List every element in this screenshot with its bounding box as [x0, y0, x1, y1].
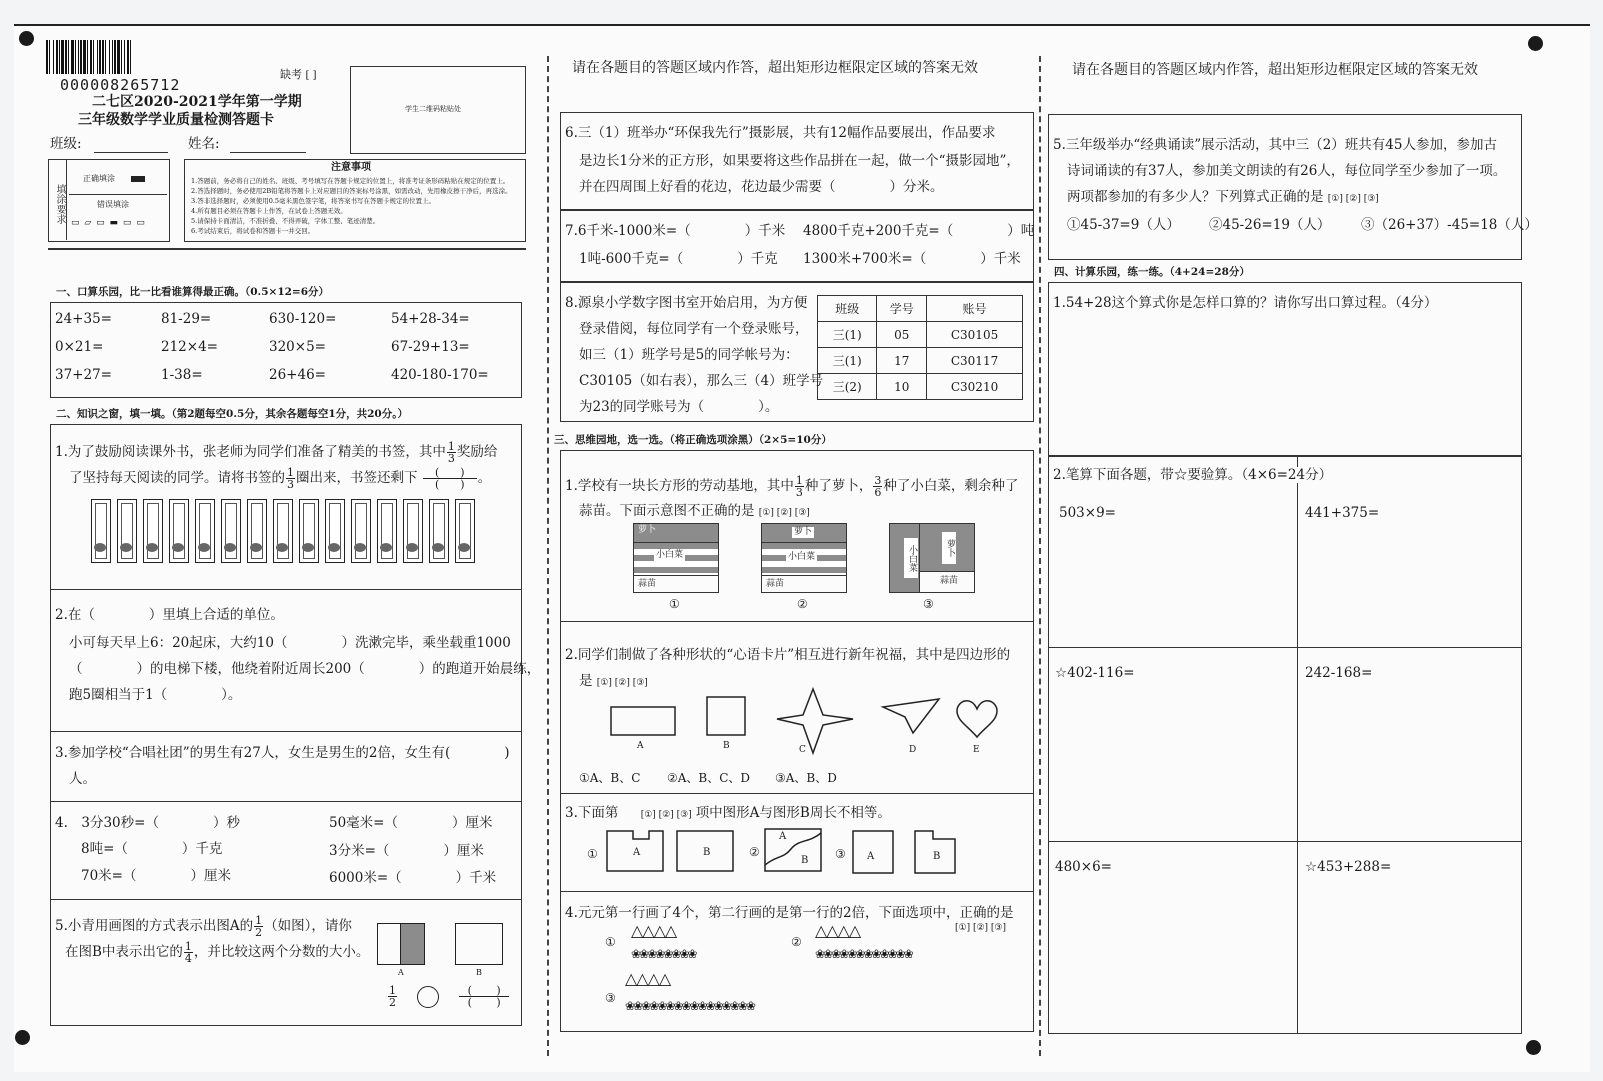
q7-item: 1300米+700米=（ ）千米 — [803, 251, 1021, 267]
notice-item: 2.答选择题时，务必使用2B铅笔将答题卡上对应题目的答案标号涂黑，如需改动，先用橡皮擦干净后，再选涂。 — [191, 187, 512, 195]
absent-mark — [280, 68, 316, 82]
calc-item[interactable]: ☆453+288= — [1305, 859, 1392, 875]
q2-line2: 小可每天早上6：20起床，大约10（ ）洗漱完毕，乘坐载重1000 — [69, 635, 511, 651]
q5-fraction-2 — [184, 941, 193, 964]
shape-a-rectangle — [611, 707, 675, 735]
section2-title: 二、知识之窗，填一填。（第2题每空0.5分，其余各题每空1分，共20分。） — [56, 408, 408, 420]
q5-line2 — [65, 941, 369, 964]
q8-box — [560, 282, 1034, 422]
bookmark-picture — [172, 543, 184, 552]
q2-line4: 跑5圈相当于1（ ）。 — [69, 687, 242, 703]
bookmark-icon[interactable] — [377, 499, 397, 563]
table-header-row — [818, 296, 1023, 322]
s4-choice-3: ③ — [605, 991, 616, 1005]
shape-label: E — [973, 745, 980, 755]
grid-divider — [1049, 841, 1521, 842]
bookmark-picture — [432, 543, 444, 552]
s1-fraction — [795, 475, 804, 498]
s3-choice-1: ① — [587, 847, 598, 861]
compare-fraction — [388, 985, 397, 1008]
q4-item: 8吨=（ ）千克 — [81, 841, 223, 857]
s1-frac-d: 3 — [795, 486, 803, 499]
c3-q5-line2: 诗词诵读的有37人，参加美文朗读的有26人，每位同学至少参加了一项。 — [1067, 163, 1507, 179]
notice-item: 5.请保持卡面清洁，不准折叠、不得弄破，字体工整、笔迹清楚。 — [191, 217, 380, 225]
oral-calc-item[interactable]: 54+28-34= — [391, 311, 470, 327]
registration-dot — [19, 31, 34, 46]
s3-line — [565, 805, 891, 821]
q4-item: 4. 3分30秒=（ ）秒 — [55, 815, 240, 831]
q8-line: 登录借阅，每位同学有一个登录账号， — [579, 321, 809, 337]
shape-label: A — [637, 741, 644, 751]
q7-box — [560, 210, 1034, 282]
bookmark-icon[interactable] — [91, 499, 111, 563]
oral-calc-item[interactable]: 37+27= — [55, 367, 112, 383]
calc-item[interactable]: ☆402-116= — [1055, 665, 1135, 681]
s3-options[interactable]: [①] [②] [③] — [640, 810, 692, 820]
diagram-2 — [761, 523, 847, 593]
oral-calc-item[interactable]: 212×4= — [161, 339, 218, 355]
s3-figure-2-curve — [765, 833, 821, 865]
diagram-1-luobo: 萝卜 — [638, 525, 657, 535]
bookmark-icon[interactable] — [247, 499, 267, 563]
table-cell: 三(1) — [818, 322, 877, 348]
calc1-text: 1.54+28这个算式你是怎样口算的？请你写出口算过程。（4分） — [1053, 295, 1438, 311]
diagram-3-luobo: 萝卜 — [942, 532, 956, 564]
fill-divider — [69, 194, 167, 195]
warning-text: 请在各题目的答题区域内作答，超出矩形边框限定区域的答案无效 — [1072, 62, 1478, 78]
q1-text-d: 圈出来，书签还剩下 — [296, 470, 418, 486]
bookmark-picture — [406, 543, 418, 552]
shape-b-square — [707, 697, 745, 735]
bookmark-picture — [250, 543, 262, 552]
table-cell: C30117 — [927, 348, 1023, 374]
s1-frac2-n: 3 — [874, 474, 882, 487]
s2-text: 是 — [579, 673, 593, 689]
grid-divider — [1049, 647, 1521, 648]
oral-calc-item[interactable]: 0×21= — [55, 339, 104, 355]
bookmark-icon[interactable] — [351, 499, 371, 563]
q7-item: 7.6千米-1000米=（ ）千米 — [565, 223, 786, 239]
c3-q5-choice[interactable]: ①45-37=9（人） — [1067, 217, 1180, 233]
absent-label: 缺考 — [280, 68, 302, 81]
q1-frac-n2: 1 — [287, 466, 294, 479]
class-field[interactable] — [94, 152, 168, 153]
q3-line1: 3.参加学校“合唱社团”的男生有27人，女生是男生的2倍，女生有( ) — [55, 745, 510, 761]
q1-frac-d2: 3 — [287, 478, 294, 491]
shape-label: D — [909, 745, 917, 755]
q1-fraction-2 — [286, 467, 295, 490]
header-rule — [48, 248, 526, 250]
s1-text-c: 种了小白菜，剩余种了 — [883, 478, 1019, 494]
bookmark-icon[interactable] — [325, 499, 345, 563]
shape-label: C — [799, 745, 806, 755]
q6-line3: 并在四周围上好看的花边，花边最少需要（ ）分米。 — [579, 179, 944, 195]
q2-line1: 2.在（ ）里填上合适的单位。 — [55, 607, 284, 623]
notice-item: 1.答题前，务必将自己的姓名、班级、考号填写在答题卡规定的位置上，将准考证条形码粘贴在规定的位置上。 — [191, 177, 510, 185]
section3-box — [560, 450, 1034, 1032]
diagram-1-label: ① — [669, 597, 680, 611]
q1-line2: 了坚持每天阅读的同学。请将书签的 $\frac{1}{3}$ 圈出来，书签还剩下 $\frac{( )}{( )}$ 。 — [69, 466, 492, 491]
divider — [51, 801, 521, 802]
q5-line1 — [55, 915, 352, 938]
shape-label: B — [723, 741, 730, 751]
title-line2: 三年级数学学业质量检测答题卡 — [78, 112, 274, 128]
q4-item: 50毫米=（ ）厘米 — [329, 815, 493, 831]
registration-dot — [1528, 36, 1543, 51]
s2-options[interactable]: [①] [②] [③] — [596, 678, 648, 688]
diagram-2-baicai: 小白菜 — [788, 552, 816, 562]
c3-q5-line3 — [1067, 189, 1379, 205]
fill-side-label: 填涂要求 — [49, 160, 67, 240]
oral-calc-item[interactable]: 630-120= — [269, 311, 337, 327]
s1-frac2-d: 6 — [874, 486, 882, 499]
s3-label-a: A — [633, 847, 641, 858]
table-cell: C30105 — [927, 322, 1023, 348]
triangles-row: △△△△ — [815, 921, 861, 940]
triangles-row: △△△△ — [631, 921, 677, 940]
c3-q5-choice[interactable]: ③（26+37）-45=18（人） — [1361, 217, 1538, 233]
q1-answer-fraction[interactable]: $\frac{( )}{( )}$ — [423, 467, 477, 490]
flowers-row: ❀❀❀❀❀❀❀❀❀❀❀❀❀❀❀❀ — [625, 999, 754, 1013]
q5-fraction — [254, 915, 263, 938]
shapes-figure — [601, 687, 1021, 757]
s4-options[interactable]: [①] [②] [③] — [955, 923, 1006, 933]
bookmark-icon[interactable] — [403, 499, 423, 563]
calc1-box[interactable] — [1048, 282, 1522, 456]
q5-frac-n: 1 — [255, 914, 263, 927]
registration-dot — [1526, 1040, 1541, 1055]
wrong-fill-label: 错误填涂 — [97, 200, 129, 209]
s1-fraction-2 — [873, 475, 882, 498]
figure-a — [377, 923, 425, 965]
grid-divider — [1297, 457, 1298, 1033]
oral-calc-item[interactable]: 67-29+13= — [391, 339, 470, 355]
q4-item: 6000米=（ ）千米 — [329, 870, 497, 886]
bookmark-icon[interactable] — [221, 499, 241, 563]
bookmark-icon[interactable] — [273, 499, 293, 563]
diagram-1-baicai: 小白菜 — [656, 550, 684, 560]
q5-frac-d: 2 — [255, 926, 263, 939]
diagram-2-suanmiao: 蒜苗 — [766, 579, 785, 589]
bookmark-icon[interactable] — [143, 499, 163, 563]
table-cell: 05 — [877, 322, 927, 348]
c3-q5-options[interactable]: [①] [②] [③] — [1327, 194, 1379, 204]
calc2-box — [1048, 456, 1522, 1034]
q1-text-b: 奖励给 — [456, 444, 498, 460]
q8-line: C30105（如右表），那么三（4）班学号 — [579, 373, 824, 389]
figure-b[interactable] — [455, 923, 503, 965]
compare-row — [387, 985, 510, 1008]
section2-box — [50, 424, 541, 1026]
q7-item: 4800千克+200千克=（ ）吨 — [803, 223, 1035, 239]
q6-line2: 是边长1分米的正方形，如果要将这些作品拼在一起，做一个“摄影园地”， — [579, 153, 1020, 169]
barcode — [46, 40, 234, 74]
c3-q5-text: 两项都参加的有多少人？下列算式正确的是 — [1067, 189, 1324, 205]
bookmark-icon[interactable] — [299, 499, 319, 563]
barcode-bar — [131, 40, 132, 74]
shape-e-heart — [957, 701, 997, 737]
q5-text-d: ，并比较这两个分数的大小。 — [193, 944, 370, 960]
divider — [561, 891, 1033, 892]
q1-line1 — [55, 441, 497, 464]
figure-a-label: A — [398, 968, 404, 977]
calc-item[interactable]: 503×9= — [1059, 505, 1116, 521]
qr-area-label: 学生二维码粘贴处 — [405, 105, 461, 113]
c3-q5-line1: 5.三年级举办“经典诵读”展示活动，其中三（2）班共有45人参加，参加古 — [1053, 137, 1497, 153]
s4-choice-2: ② — [791, 935, 802, 949]
compare-frac-d: 2 — [389, 996, 396, 1009]
s3-choice-2: ② — [749, 845, 760, 859]
name-label: 姓名: — [188, 136, 220, 152]
section1-title: 一、口算乐园，比一比看谁算得最正确。（0.5×12=6分） — [56, 286, 330, 298]
s1-line1 — [565, 475, 1018, 498]
bookmark-icon[interactable] — [169, 499, 189, 563]
q5-text-a: 5.小青用画图的方式表示出图A的 — [55, 918, 254, 934]
correct-fill-label: 正确填涂 — [83, 174, 115, 183]
figure-b-label: B — [476, 968, 482, 977]
shape-c-star — [777, 689, 853, 753]
oral-calc-item[interactable]: 26+46= — [269, 367, 326, 383]
bookmark-icon[interactable] — [195, 499, 215, 563]
figure-a-blank — [378, 924, 401, 964]
oral-calc-item[interactable]: 81-29= — [161, 311, 212, 327]
calc-item[interactable]: 242-168= — [1305, 665, 1373, 681]
s1-text-a: 1.学校有一块长方形的劳动基地，其中 — [565, 478, 794, 494]
answer-sheet — [14, 24, 1590, 1072]
q5-text-b: （如图），请你 — [264, 918, 352, 934]
registration-dot — [15, 1030, 30, 1045]
bookmark-picture — [458, 543, 470, 552]
bookmark-picture — [276, 543, 288, 552]
notice-title: 注意事项 — [331, 162, 371, 173]
diagram-3 — [889, 523, 975, 593]
s2-line1: 2.同学们制做了各种形状的“心语卡片”相互进行新年祝福，其中是四边形的 — [565, 647, 1011, 663]
bookmark-picture — [120, 543, 132, 552]
divider — [561, 793, 1033, 794]
bookmark-picture — [302, 543, 314, 552]
s4-choice-1: ① — [605, 935, 616, 949]
q8-line: 为23的同学账号为（ ）。 — [579, 399, 779, 415]
s1-line2 — [579, 503, 810, 519]
diagram-3-label: ③ — [923, 597, 934, 611]
notice-item: 3.答非选择题时，必须使用0.5毫米黑色签字笔，将答案书写在答题卡规定的位置上。 — [191, 197, 436, 205]
table-cell: 三(1) — [818, 348, 877, 374]
s1-frac-n: 1 — [795, 474, 803, 487]
section4-title: 四、计算乐园，练一练。（4+24=28分） — [1054, 266, 1250, 278]
oral-calc-item[interactable]: 1-38= — [161, 367, 203, 383]
table-cell: 17 — [877, 348, 927, 374]
q1-text-c: 了坚持每天阅读的同学。请将书签的 — [69, 470, 285, 486]
s3-text-a: 3.下面第 — [565, 805, 619, 821]
diagram-1 — [633, 523, 719, 593]
diagram-3-baicai: 小白菜 — [904, 538, 918, 578]
diagram-2-label: ② — [797, 597, 808, 611]
wrong-marks-icon: ▭ ▱ ▭ ▬ ▭ ▭ — [71, 218, 146, 228]
q8-line: 8.源泉小学数字图书室开始启用，为方便 — [565, 295, 808, 311]
bookmark-picture — [380, 543, 392, 552]
column-divider — [547, 56, 549, 1056]
table-header: 账号 — [927, 296, 1023, 322]
s3-figure-2 — [765, 829, 821, 871]
bookmark-picture — [94, 543, 106, 552]
bookmark-picture — [328, 543, 340, 552]
table-header: 学号 — [877, 296, 927, 322]
q1-frac-n: 1 — [447, 440, 455, 453]
notice-item: 6.考试结束后，将试卷和答题卡一并交回。 — [191, 227, 315, 235]
triangles-row: △△△△ — [625, 969, 671, 988]
s2-choice[interactable]: ③A、B、D — [775, 771, 837, 785]
divider — [51, 589, 521, 590]
s4-line1: 4.元元第一行画了4个，第二行画的是第一行的2倍，下面选项中，正确的是 — [565, 905, 1014, 921]
calc-item[interactable]: 441+375= — [1305, 505, 1380, 521]
q1-text-a: 1.为了鼓励阅读课外书，张老师为同学们准备了精美的书签，其中 — [55, 444, 446, 460]
compare-frac-n: 1 — [389, 984, 396, 997]
compare-answer-fraction[interactable]: $\frac{( )}{( )}$ — [459, 985, 509, 1008]
bookmark-picture — [198, 543, 210, 552]
q3-line2: 人。 — [69, 771, 96, 787]
qr-sticker-area — [350, 66, 526, 154]
warning-text: 请在各题目的答题区域内作答，超出矩形边框限定区域的答案无效 — [572, 60, 978, 76]
table-cell: C30210 — [927, 374, 1023, 400]
table-cell: 三(2) — [818, 374, 877, 400]
table-row — [818, 374, 1023, 400]
column-divider — [1039, 56, 1041, 1056]
calc2-title: 2.笔算下面各题，带☆要验算。（4×6=24分） — [1053, 467, 1333, 483]
q4-item: 3分米=（ ）厘米 — [329, 843, 484, 859]
q8-line: 如三（1）班学号是5的同学帐号为： — [579, 347, 799, 363]
q6-line1: 6.三（1）班举办“环保我先行”摄影展，共有12幅作品要展出，作品要求 — [565, 125, 996, 141]
filled-mark-icon — [131, 176, 145, 182]
table-cell: 10 — [877, 374, 927, 400]
s3-label-b2: B — [801, 855, 809, 866]
q5-frac2-n: 1 — [184, 940, 192, 953]
bookmark-icon[interactable] — [117, 499, 137, 563]
q5-box — [1048, 114, 1538, 260]
title-line1: 二七区2020-2021学年第一学期 — [92, 94, 302, 110]
q7-item: 1吨-600千克=（ ）千克 — [579, 251, 778, 267]
s3-label-b: B — [703, 847, 711, 858]
divider — [51, 899, 521, 900]
s3-text-b: 项中图形A与图形B周长不相等。 — [695, 805, 891, 821]
notice-item: 4.所有题目必须在答题卡上作答，在试卷上答题无效。 — [191, 207, 347, 215]
perimeter-figures — [605, 825, 1025, 877]
bookmarks-figure — [91, 499, 491, 565]
table-row — [818, 322, 1023, 348]
c3-q5-choice[interactable]: ②45-26=19（人） — [1209, 217, 1331, 233]
bookmark-icon[interactable] — [429, 499, 449, 563]
class-label: 班级: — [50, 136, 82, 152]
s1-text-d: 蒜苗。下面示意图不正确的是 — [579, 503, 755, 519]
s1-text-b: 种了萝卜， — [804, 478, 873, 494]
s1-options[interactable]: [①] [②] [③] — [758, 508, 810, 518]
bookmark-picture — [224, 543, 236, 552]
diagram-3-suanmiao: 蒜苗 — [940, 576, 959, 586]
s3-choice-3: ③ — [835, 847, 846, 861]
fill-requirements — [48, 159, 170, 242]
s3-label-a3: A — [867, 851, 875, 862]
shape-d-quadrilateral — [883, 699, 939, 733]
s2-choice[interactable]: ①A、B、C — [579, 771, 641, 785]
oral-calc-item[interactable]: 320×5= — [269, 339, 326, 355]
bookmark-picture — [146, 543, 158, 552]
barcode-number: 00000826571​2 — [60, 76, 181, 94]
s2-choice[interactable]: ②A、B、C、D — [667, 771, 751, 785]
q2-line3: （ ）的电梯下楼，他绕着附近周长200（ ）的跑道开始晨练， — [69, 661, 541, 677]
table-header: 班级 — [818, 296, 877, 322]
oral-calc-item[interactable]: 420-180-170= — [391, 367, 489, 383]
account-table — [817, 295, 1023, 400]
q4-item: 70米=（ ）厘米 — [81, 868, 231, 884]
bookmark-picture — [354, 543, 366, 552]
notice-list — [191, 176, 521, 236]
absent-checkbox[interactable]: [ ] — [305, 70, 317, 81]
q5-frac2-d: 4 — [184, 952, 192, 965]
q1-fraction — [447, 441, 456, 464]
q6-box — [560, 112, 1034, 210]
s3-label-b3: B — [933, 851, 941, 862]
notice-box — [184, 159, 526, 242]
bookmark-icon[interactable] — [455, 499, 475, 563]
s3-label-a2: A — [779, 831, 787, 842]
diagram-1-suanmiao: 蒜苗 — [638, 579, 657, 589]
name-field[interactable] — [230, 152, 306, 153]
oral-calc-item[interactable]: 24+35= — [55, 311, 112, 327]
q5-text-c: 在图B中表示出它的 — [65, 944, 183, 960]
calc-item[interactable]: 480×6= — [1055, 859, 1112, 875]
diagram-2-luobo: 萝卜 — [794, 527, 813, 537]
divider — [561, 621, 1033, 622]
table-row — [818, 348, 1023, 374]
compare-circle[interactable] — [417, 986, 439, 1008]
flowers-row: ❀❀❀❀❀❀❀❀❀❀❀❀ — [815, 947, 912, 961]
divider — [51, 731, 521, 732]
flowers-row: ❀❀❀❀❀❀❀❀ — [631, 947, 696, 961]
q1-frac-d: 3 — [447, 452, 455, 465]
oral-calc-box — [50, 302, 522, 398]
figure-a-shaded — [401, 924, 424, 964]
section3-title: 三、思维园地，选一选。（将正确选项涂黑）（2×5=10分） — [554, 434, 832, 446]
